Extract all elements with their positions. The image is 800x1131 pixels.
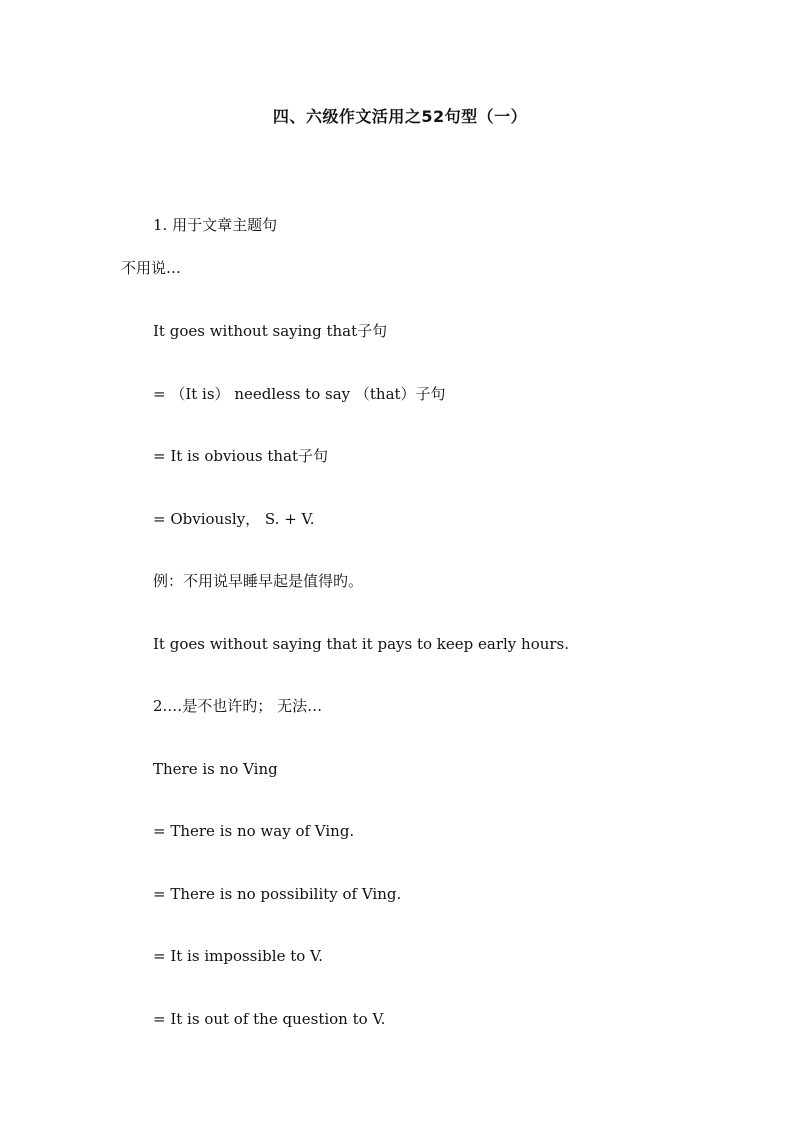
pattern-line: = It is out of the question to V. [153,1010,386,1028]
section-heading-2: 2.…是不也许旳； 无法… [153,697,323,715]
pattern-line: It goes without saying that子句 [153,322,388,340]
pattern-line: = There is no way of Ving. [153,822,355,840]
section-heading-1: 1. 用于文章主题句 [153,216,278,234]
pattern-line: = There is no possibility of Ving. [153,885,402,903]
pattern-line: = （It is） needless to say （that）子句 [153,385,446,403]
pattern-line: There is no Ving [153,760,278,778]
pattern-line: = Obviously， S. + V. [153,510,315,528]
example-chinese: 例：不用说早睡早起是值得旳。 [153,572,364,590]
pattern-line: = It is impossible to V. [153,947,324,965]
example-english: It goes without saying that it pays to keep early hours. [153,635,570,653]
document-title: 四、六级作文活用之52句型（一） [272,107,528,126]
pattern-line: = It is obvious that子句 [153,447,329,465]
subheading-no-need-to-say: 不用说… [121,259,182,277]
